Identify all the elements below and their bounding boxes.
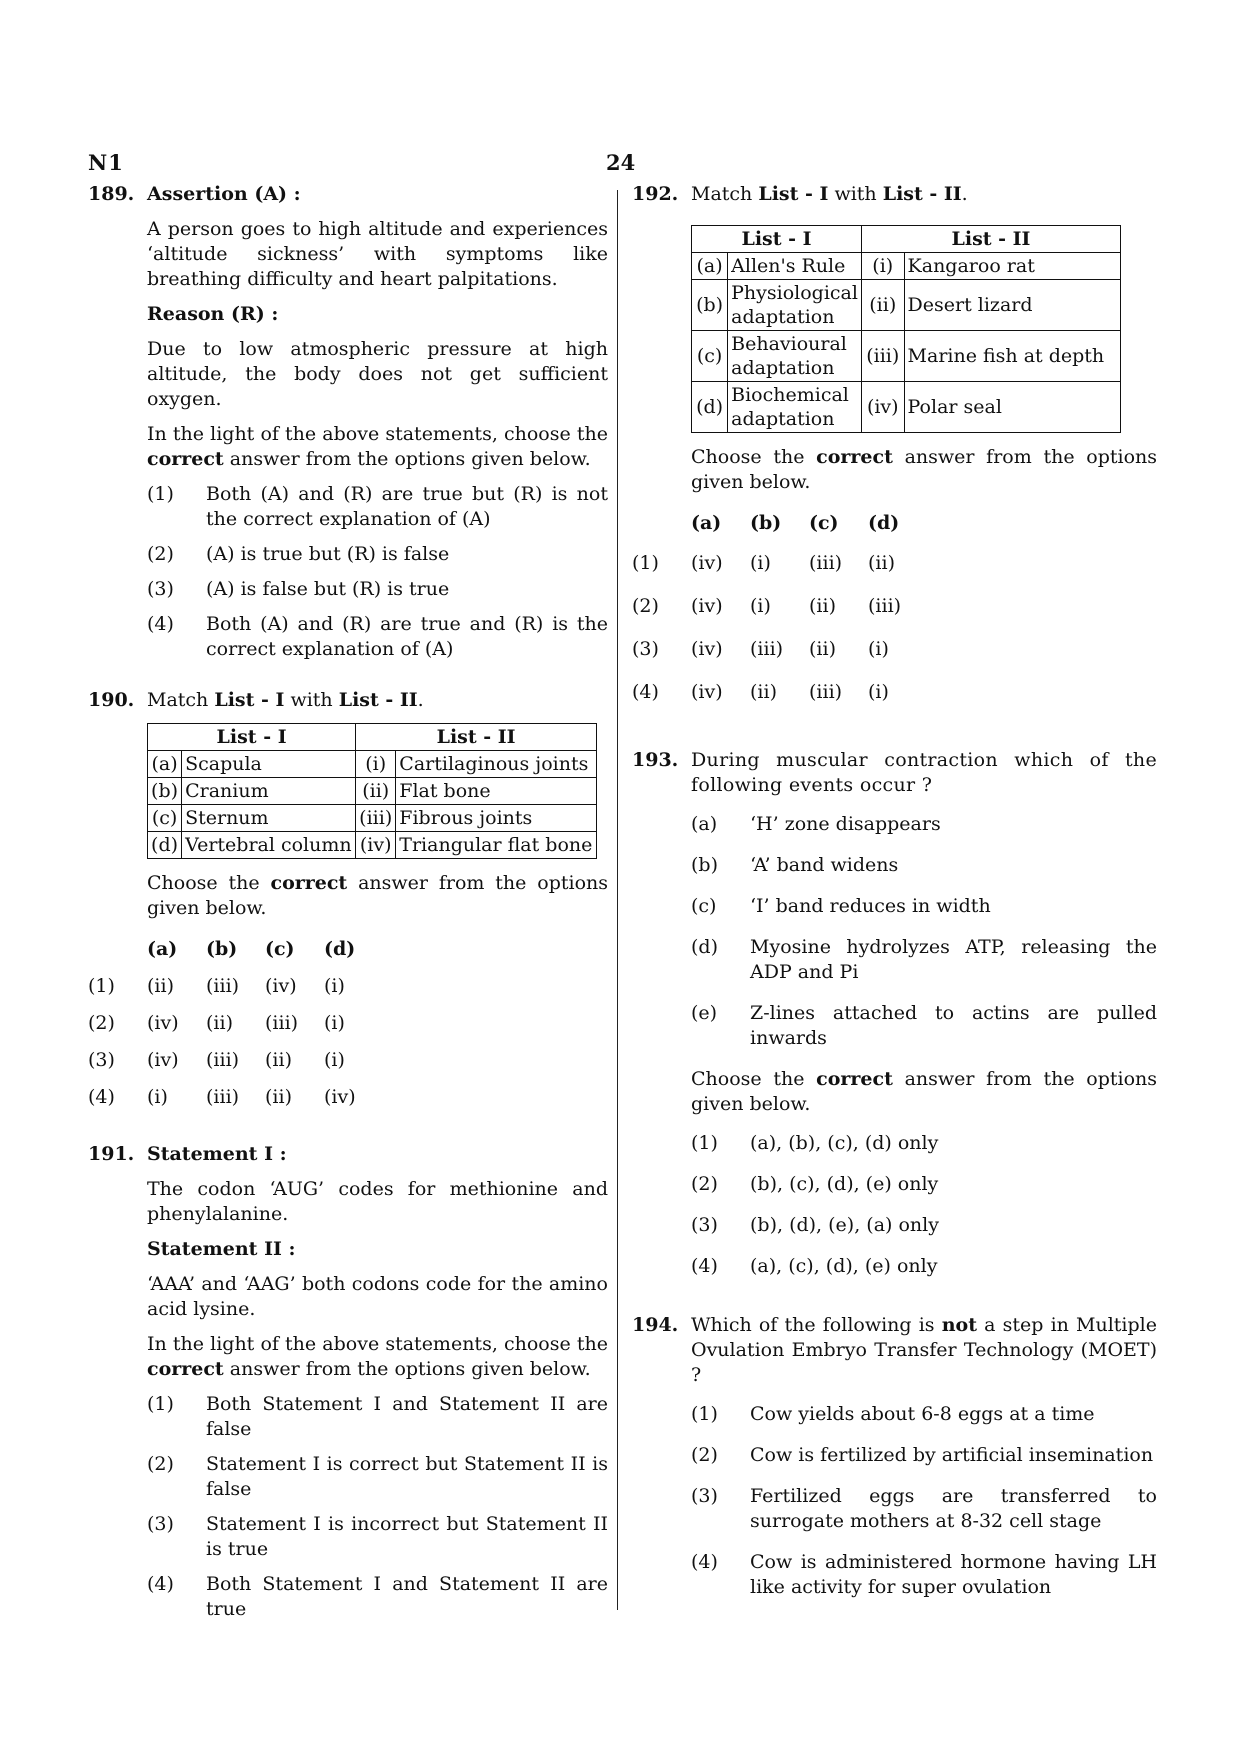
instruction-emphasis: correct (147, 448, 224, 470)
event-item (691, 935, 1157, 985)
table-cell: (iii) (861, 331, 904, 382)
instruction-emphasis: correct (816, 1068, 893, 1090)
option-number: (4) (147, 1573, 174, 1595)
answer-cell: (i) (324, 975, 345, 997)
instruction-text: answer from the options given below. (229, 1358, 591, 1380)
answer-cell: (i) (868, 681, 889, 703)
answer-number: (3) (88, 1049, 115, 1071)
answer-cell: (iv) (265, 975, 297, 997)
event-item (691, 853, 1157, 878)
event-label: (c) (691, 895, 717, 917)
event-text: ‘A’ band widens (750, 854, 899, 876)
option-number: (2) (147, 1453, 174, 1475)
event-text: Z-lines attached to actins are pulled inwards (750, 1002, 1157, 1049)
table-row (148, 805, 597, 832)
reason-text: Due to low atmospheric pressure at high altitude, the body does not get sufficient oxygen. (147, 338, 608, 410)
table-header: List - II (861, 226, 1120, 253)
table-header: List - I (692, 226, 862, 253)
prompt-emphasis: List - I (214, 689, 285, 711)
answer-cell: (iv) (147, 1012, 179, 1034)
prompt-text: . (961, 183, 968, 205)
question-prompt: During muscular contraction which of the following events occur ? (691, 749, 1157, 796)
match-table (147, 723, 597, 859)
assertion-text: A person goes to high altitude and experiences ‘altitude sickness’ with symptoms like breathing difficulty and heart palpitations. (147, 218, 608, 290)
table-cell: (a) (692, 253, 728, 280)
table-cell: (b) (692, 280, 728, 331)
instruction (147, 1332, 608, 1382)
table-cell: Polar seal (904, 382, 1120, 433)
answer-cell: (i) (147, 1086, 168, 1108)
answer-cell: (i) (750, 595, 771, 617)
option-text: Both (A) and (R) are true but (R) is not the correct explanation of (A) (206, 483, 608, 530)
prompt-emphasis: List - II (338, 689, 418, 711)
event-text: Myosine hydrolyzes ATP, releasing the ADP and Pi (750, 936, 1157, 983)
answer-row[interactable] (88, 968, 383, 1005)
table-cell: (b) (148, 778, 182, 805)
match-table (691, 225, 1121, 433)
prompt-emphasis: not (941, 1314, 977, 1336)
prompt-text: with (290, 689, 333, 711)
question-190 (88, 688, 608, 1116)
option-number: (2) (691, 1173, 718, 1195)
answer-number: (1) (632, 552, 659, 574)
answer-cell: (iii) (206, 1049, 240, 1071)
table-row (148, 832, 597, 859)
answer-cell: (iii) (265, 1012, 299, 1034)
answer-header: (d) (868, 512, 900, 534)
question-192 (632, 182, 1157, 714)
prompt-text: Which of the following is (691, 1314, 935, 1336)
table-row (148, 778, 597, 805)
event-item (691, 1001, 1157, 1051)
table-cell: Triangular flat bone (396, 832, 597, 859)
table-cell: Allen's Rule (728, 253, 862, 280)
answer-cell: (ii) (265, 1086, 292, 1108)
option-number: (1) (691, 1132, 718, 1154)
table-cell: Fibrous joints (396, 805, 597, 832)
answer-cell: (iv) (324, 1086, 356, 1108)
page-number: 24 (606, 150, 636, 175)
table-row (692, 382, 1121, 433)
question-number: 192. (632, 183, 679, 205)
answer-row[interactable] (632, 628, 927, 671)
table-cell: Marine fish at depth (904, 331, 1120, 382)
instruction-text: answer from the options given below. (691, 1068, 1157, 1115)
answer-cell: (ii) (868, 552, 895, 574)
answer-row[interactable] (632, 671, 927, 714)
option-text: Cow is fertilized by artificial insemination (750, 1444, 1154, 1466)
option[interactable] (691, 1213, 1157, 1238)
answer-row[interactable] (632, 585, 927, 628)
option[interactable] (147, 482, 608, 532)
option-text: Cow yields about 6-8 eggs at a time (750, 1403, 1095, 1425)
option-text: Fertilized eggs are transferred to surrogate mothers at 8-32 cell stage (750, 1485, 1157, 1532)
answer-number: (2) (632, 595, 659, 617)
option[interactable] (691, 1254, 1157, 1279)
table-cell: (i) (861, 253, 904, 280)
option[interactable] (147, 1452, 608, 1502)
table-cell: Cranium (182, 778, 356, 805)
event-text: ‘I’ band reduces in width (750, 895, 991, 917)
question-191 (88, 1142, 608, 1622)
table-row (148, 751, 597, 778)
option-text: (a), (c), (d), (e) only (750, 1255, 938, 1277)
table-cell: Behavioural adaptation (728, 331, 862, 382)
instruction-text: answer from the options given below. (229, 448, 591, 470)
answer-header: (c) (265, 938, 295, 960)
answer-number: (1) (88, 975, 115, 997)
answer-cell: (iii) (868, 595, 902, 617)
table-cell: (iv) (861, 382, 904, 433)
event-label: (a) (691, 813, 718, 835)
answer-cell: (iii) (750, 638, 784, 660)
answer-header: (b) (206, 938, 238, 960)
table-cell: (i) (356, 751, 396, 778)
statement-1-text: The codon ‘AUG’ codes for methionine and phenylalanine. (147, 1178, 608, 1225)
option-text: Both (A) and (R) are true and (R) is the correct explanation of (A) (206, 613, 608, 660)
statement-2-text: ‘AAA’ and ‘AAG’ both codons code for the amino acid lysine. (147, 1273, 608, 1320)
prompt-text: Match (691, 183, 753, 205)
answer-number: (2) (88, 1012, 115, 1034)
instruction (691, 445, 1157, 495)
option-number: (3) (147, 578, 174, 600)
answer-header: (d) (324, 938, 356, 960)
instruction-text: Choose the (691, 1068, 805, 1090)
table-row (692, 253, 1121, 280)
answer-cell: (iii) (809, 552, 843, 574)
table-cell: Cartilaginous joints (396, 751, 597, 778)
table-cell: Flat bone (396, 778, 597, 805)
option[interactable] (147, 577, 608, 602)
question-number: 191. (88, 1143, 135, 1165)
instruction-text: In the light of the above statements, choose the (147, 1333, 608, 1355)
right-column (632, 182, 1157, 1626)
option-text: Both Statement I and Statement II are false (206, 1393, 608, 1440)
answer-cell: (ii) (809, 595, 836, 617)
option[interactable] (691, 1484, 1157, 1534)
table-cell: (ii) (356, 778, 396, 805)
answer-cell: (ii) (750, 681, 777, 703)
instruction (691, 1067, 1157, 1117)
answer-row[interactable] (632, 542, 927, 585)
statement-2-heading: Statement II : (147, 1238, 296, 1260)
answer-cell: (iv) (691, 595, 723, 617)
instruction-text: Choose the (147, 872, 260, 894)
option-text: (b), (c), (d), (e) only (750, 1173, 939, 1195)
answer-cell: (iv) (147, 1049, 179, 1071)
option[interactable] (691, 1402, 1157, 1427)
answer-cell: (ii) (265, 1049, 292, 1071)
option-number: (3) (691, 1214, 718, 1236)
table-cell: Desert lizard (904, 280, 1120, 331)
answer-number: (4) (632, 681, 659, 703)
table-cell: Biochemical adaptation (728, 382, 862, 433)
answer-row[interactable] (88, 1042, 383, 1079)
option-text: Both Statement I and Statement II are true (206, 1573, 608, 1620)
table-cell: Sternum (182, 805, 356, 832)
event-item (691, 894, 1157, 919)
event-text: ‘H’ zone disappears (750, 813, 941, 835)
table-cell: (c) (692, 331, 728, 382)
prompt-text: . (417, 689, 424, 711)
option-text: (A) is true but (R) is false (206, 543, 450, 565)
answer-table (632, 505, 927, 714)
question-193 (632, 748, 1157, 1279)
answer-cell: (ii) (206, 1012, 233, 1034)
answer-number: (3) (632, 638, 659, 660)
option[interactable] (147, 612, 608, 662)
instruction-emphasis: correct (147, 1358, 224, 1380)
table-row (692, 280, 1121, 331)
answer-header: (b) (750, 512, 782, 534)
option-text: Statement I is incorrect but Statement II is true (206, 1513, 608, 1560)
option-text: (a), (b), (c), (d) only (750, 1132, 939, 1154)
answer-cell: (iv) (691, 638, 723, 660)
option[interactable] (691, 1131, 1157, 1156)
prompt-emphasis: List - I (758, 183, 829, 205)
answer-row[interactable] (88, 1005, 383, 1042)
match-prompt (147, 688, 608, 713)
column-divider (617, 190, 618, 1610)
option-text: (A) is false but (R) is true (206, 578, 450, 600)
instruction (147, 422, 608, 472)
option-number: (1) (147, 1393, 174, 1415)
statement-1-heading: Statement I : (147, 1143, 287, 1165)
option-number: (1) (691, 1403, 718, 1425)
answer-cell: (i) (868, 638, 889, 660)
answer-header: (a) (691, 512, 722, 534)
option-number: (4) (691, 1255, 718, 1277)
table-cell: Kangaroo rat (904, 253, 1120, 280)
answer-number: (4) (88, 1086, 115, 1108)
option-text: (b), (d), (e), (a) only (750, 1214, 939, 1236)
table-header: List - I (148, 724, 356, 751)
prompt-text: Match (147, 689, 209, 711)
table-cell: Vertebral column (182, 832, 356, 859)
table-cell: Physiological adaptation (728, 280, 862, 331)
option[interactable] (691, 1443, 1157, 1468)
prompt-emphasis: List - II (882, 183, 962, 205)
table-cell: (c) (148, 805, 182, 832)
answer-cell: (i) (750, 552, 771, 574)
question-number: 194. (632, 1314, 679, 1336)
option[interactable] (147, 1512, 608, 1562)
table-cell: (iv) (356, 832, 396, 859)
answer-cell: (i) (324, 1049, 345, 1071)
answer-cell: (iii) (206, 975, 240, 997)
instruction-emphasis: correct (816, 446, 893, 468)
option-number: (4) (691, 1551, 718, 1573)
prompt-text: with (834, 183, 877, 205)
instruction-text: answer from the options given below. (147, 872, 609, 919)
option-number: (2) (147, 543, 174, 565)
table-cell: Scapula (182, 751, 356, 778)
table-cell: (a) (148, 751, 182, 778)
assertion-heading: Assertion (A) : (147, 183, 301, 205)
instruction (147, 871, 608, 921)
option-text: Cow is administered hormone having LH like activity for super ovulation (750, 1551, 1157, 1598)
left-column (88, 182, 608, 1648)
instruction-text: answer from the options given below. (691, 446, 1157, 493)
table-cell: (ii) (861, 280, 904, 331)
answer-cell: (i) (324, 1012, 345, 1034)
question-189 (88, 182, 608, 662)
table-cell: (d) (692, 382, 728, 433)
option[interactable] (147, 542, 608, 567)
answer-table (88, 931, 383, 1116)
option-number: (1) (147, 483, 174, 505)
option-number: (2) (691, 1444, 718, 1466)
reason-heading: Reason (R) : (147, 303, 279, 325)
question-194 (632, 1313, 1157, 1600)
question-prompt (691, 1313, 1157, 1388)
instruction-text: Choose the (691, 446, 805, 468)
option-text: Statement I is correct but Statement II is false (206, 1453, 608, 1500)
answer-row[interactable] (88, 1079, 383, 1116)
option[interactable] (691, 1550, 1157, 1600)
question-number: 190. (88, 689, 135, 711)
table-cell: (iii) (356, 805, 396, 832)
answer-cell: (iv) (691, 552, 723, 574)
answer-cell: (ii) (809, 638, 836, 660)
event-label: (e) (691, 1002, 718, 1024)
answer-header: (a) (147, 938, 178, 960)
match-prompt (691, 182, 1157, 207)
question-number: 189. (88, 183, 135, 205)
option[interactable] (691, 1172, 1157, 1197)
question-number: 193. (632, 749, 679, 771)
table-row (692, 331, 1121, 382)
instruction-emphasis: correct (270, 872, 348, 894)
answer-cell: (iii) (809, 681, 843, 703)
table-header: List - II (356, 724, 597, 751)
event-label: (b) (691, 854, 718, 876)
instruction-text: In the light of the above statements, choose the (147, 423, 608, 445)
option-number: (3) (147, 1513, 174, 1535)
option[interactable] (147, 1572, 608, 1622)
answer-cell: (iv) (691, 681, 723, 703)
option-number: (4) (147, 613, 174, 635)
answer-header: (c) (809, 512, 839, 534)
answer-cell: (ii) (147, 975, 174, 997)
prompt-text: a step in Multiple Ovulation Embryo Transfer Technology (MOET) ? (691, 1314, 1157, 1386)
option-number: (3) (691, 1485, 718, 1507)
answer-cell: (iii) (206, 1086, 240, 1108)
option[interactable] (147, 1392, 608, 1442)
event-label: (d) (691, 936, 718, 958)
paper-code: N1 (88, 150, 124, 175)
table-cell: (d) (148, 832, 182, 859)
event-item (691, 812, 1157, 837)
